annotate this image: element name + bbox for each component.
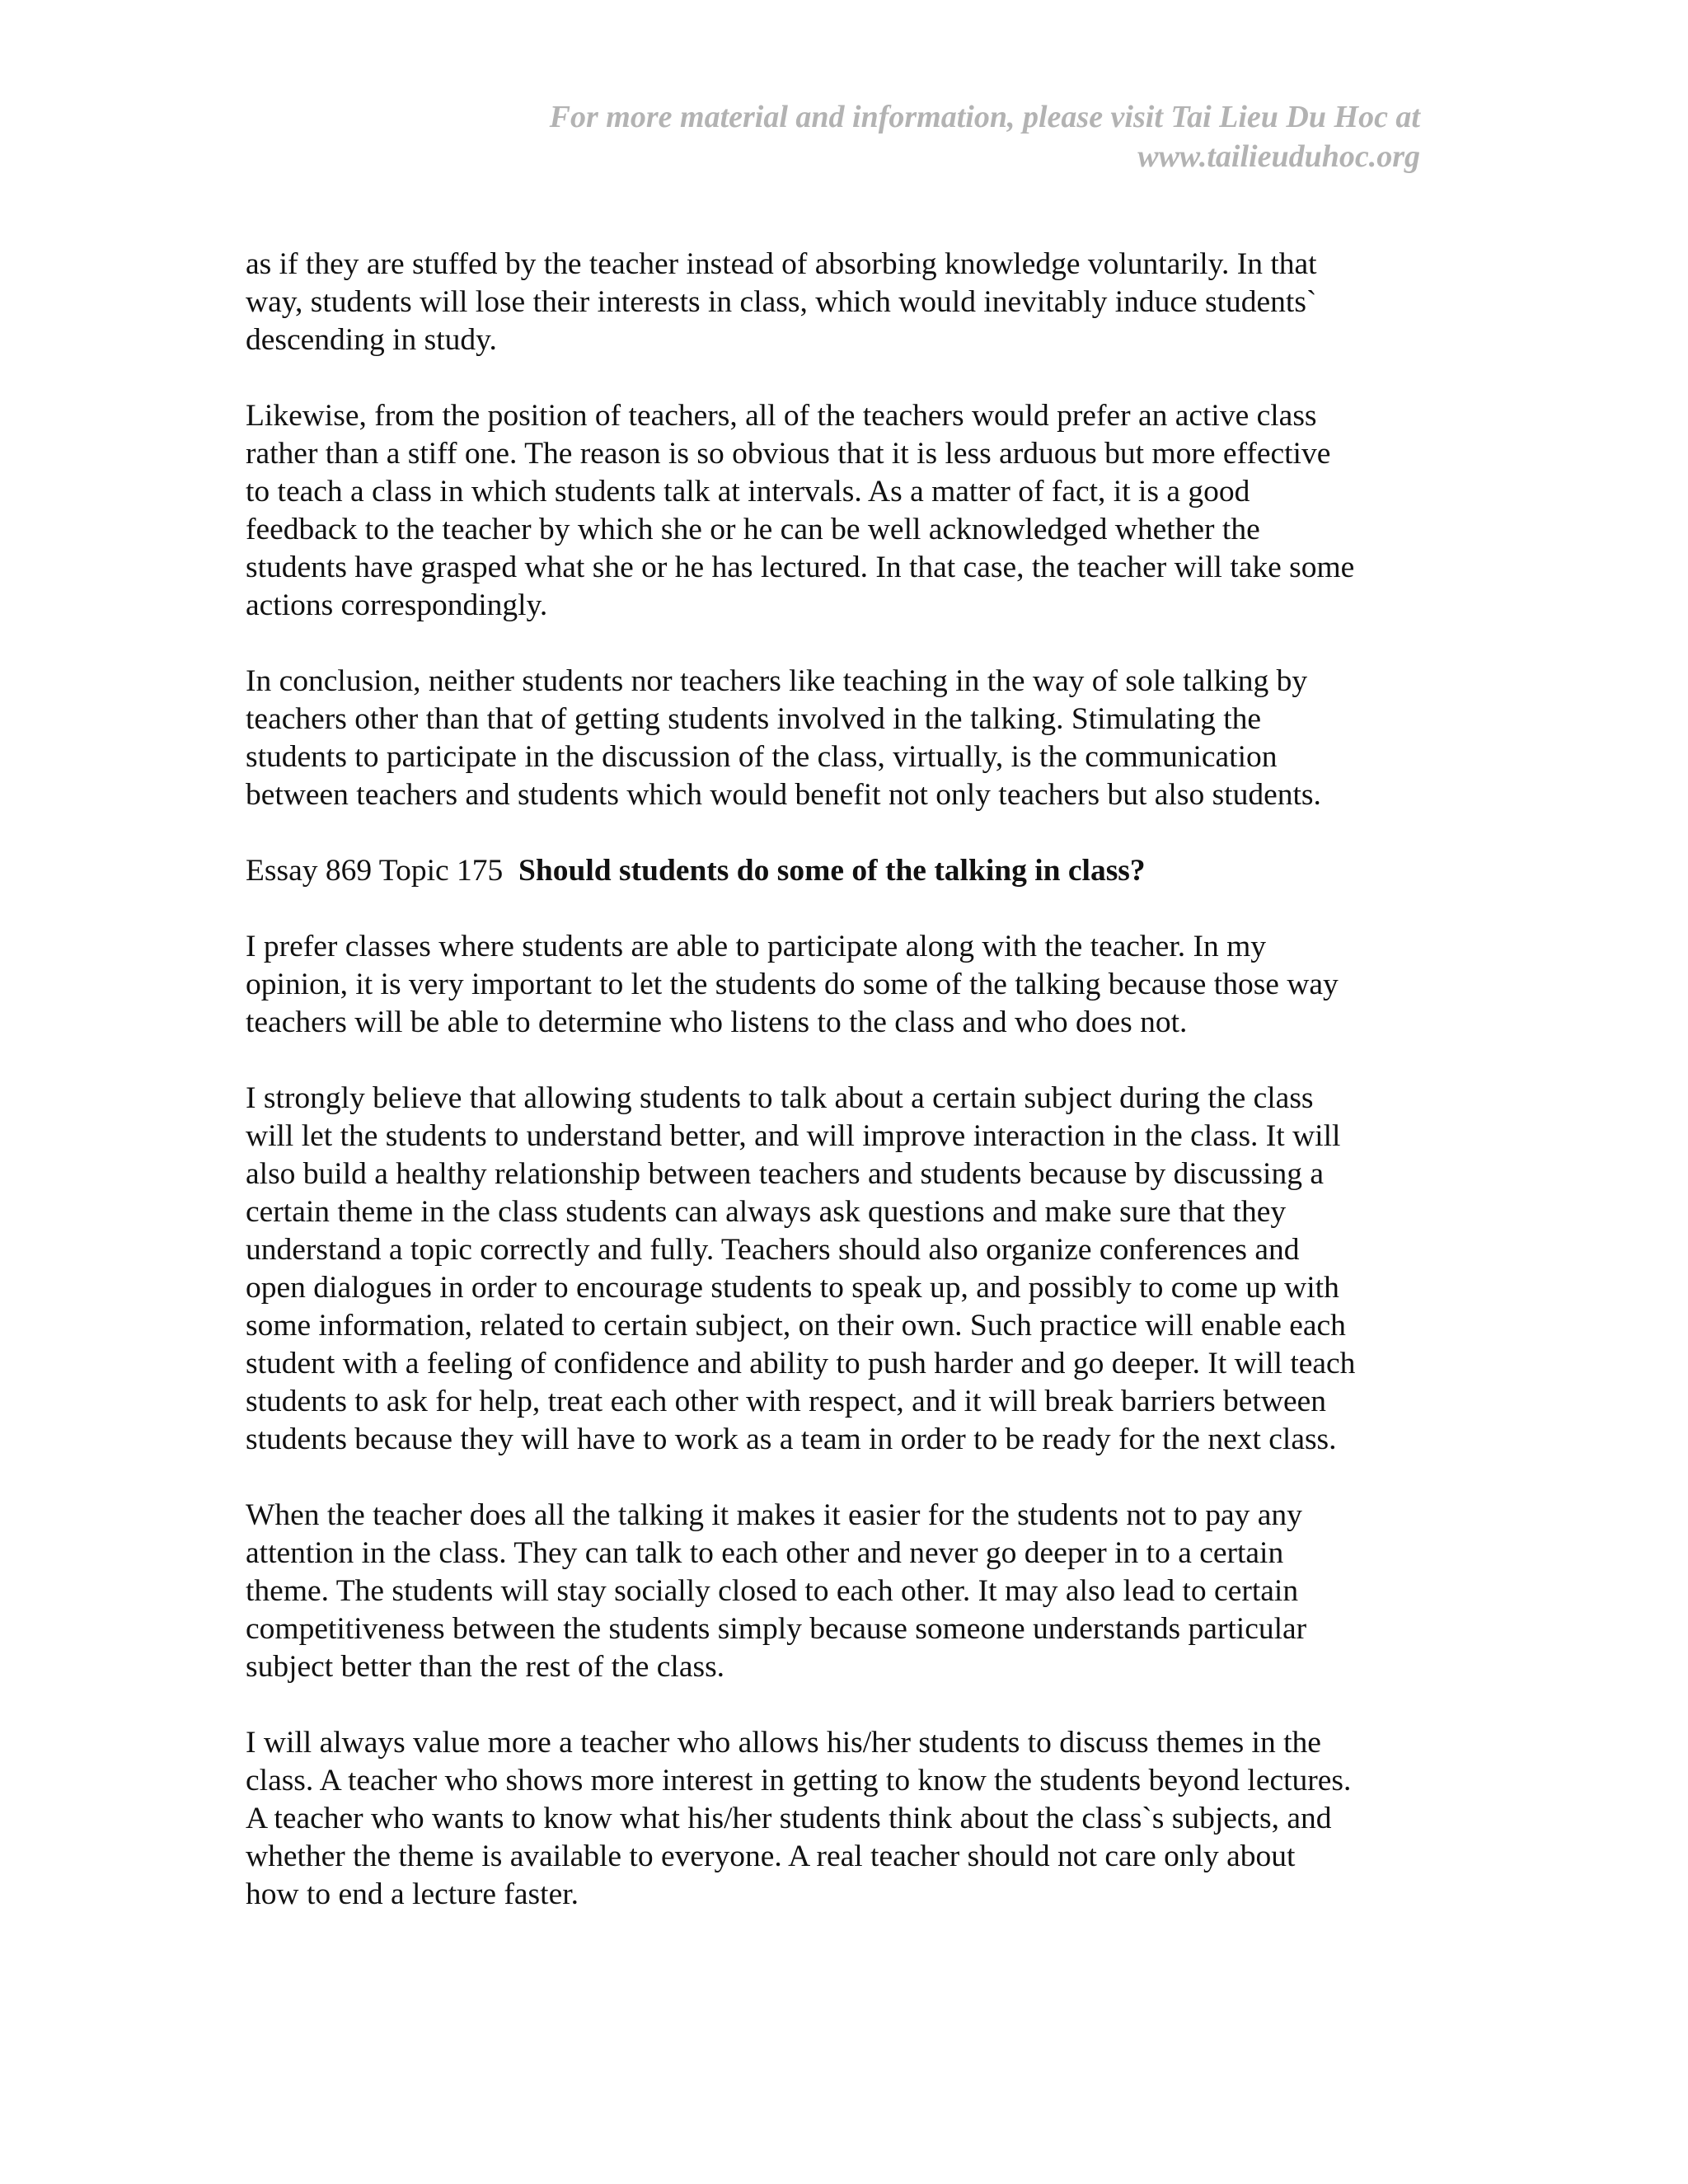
paragraph bbox=[246, 1724, 1442, 1914]
paragraph-line: A teacher who wants to know what his/her students think about the class`s subjects, and bbox=[246, 1802, 1332, 1835]
paragraph-line: opinion, it is very important to let the students do some of the talking because those way bbox=[246, 968, 1339, 1001]
essay-title: Should students do some of the talking in class? bbox=[518, 854, 1146, 888]
essay-heading bbox=[246, 852, 1442, 890]
paragraphs-after bbox=[246, 928, 1442, 1914]
paragraph-line: student with a feeling of confidence and ability to push harder and go deeper. It will teach bbox=[246, 1347, 1356, 1380]
paragraph-line: class. A teacher who shows more interest in getting to know the students beyond lectures. bbox=[246, 1764, 1352, 1797]
paragraph bbox=[246, 397, 1442, 625]
paragraph bbox=[246, 1080, 1442, 1459]
paragraphs-before bbox=[246, 246, 1442, 814]
paragraph bbox=[246, 928, 1442, 1042]
paragraph-line: teachers other than that of getting students involved in the talking. Stimulating the bbox=[246, 702, 1262, 736]
paragraph-line: also build a healthy relationship between teachers and students because by discussing a bbox=[246, 1157, 1324, 1191]
paragraph-line: I strongly believe that allowing students to talk about a certain subject during the class bbox=[246, 1081, 1314, 1115]
paragraph-line: When the teacher does all the talking it makes it easier for the students not to pay any bbox=[246, 1498, 1302, 1532]
paragraph-line: to teach a class in which students talk at intervals. As a matter of fact, it is a good bbox=[246, 475, 1250, 509]
paragraph-line: way, students will lose their interests in class, which would inevitably induce students` bbox=[246, 285, 1317, 319]
paragraph-line: attention in the class. They can talk to each other and never go deeper in to a certain bbox=[246, 1536, 1284, 1570]
paragraph-line: open dialogues in order to encourage students to speak up, and possibly to come up with bbox=[246, 1271, 1339, 1305]
paragraph-line: theme. The students will stay socially closed to each other. It may also lead to certain bbox=[246, 1574, 1299, 1608]
paragraph-line: some information, related to certain subject, on their own. Such practice will enable each bbox=[246, 1309, 1346, 1343]
header-link[interactable]: www.tailieuduhoc.org bbox=[1137, 139, 1420, 174]
paragraph-line: students to ask for help, treat each other with respect, and it will break barriers between bbox=[246, 1385, 1326, 1418]
paragraph-line: rather than a stiff one. The reason is so obvious that it is less arduous but more effective bbox=[246, 437, 1331, 471]
page-header-watermark bbox=[349, 97, 1420, 176]
paragraph-line: competitiveness between the students simply because someone understands particular bbox=[246, 1612, 1307, 1646]
paragraph-line: students because they will have to work as a team in order to be ready for the next class. bbox=[246, 1422, 1337, 1456]
paragraph bbox=[246, 246, 1442, 359]
paragraph-line: I prefer classes where students are able to participate along with the teacher. In my bbox=[246, 930, 1267, 963]
paragraph-line: Likewise, from the position of teachers, all of the teachers would prefer an active class bbox=[246, 399, 1317, 433]
paragraph bbox=[246, 663, 1442, 814]
paragraph-line: students have grasped what she or he has lectured. In that case, the teacher will take some bbox=[246, 551, 1355, 584]
paragraph-line: whether the theme is available to everyone. A real teacher should not care only about bbox=[246, 1840, 1296, 1873]
paragraph-line: actions correspondingly. bbox=[246, 588, 548, 622]
paragraph-line: certain theme in the class students can always ask questions and make sure that they bbox=[246, 1195, 1287, 1229]
paragraph-line: I will always value more a teacher who allows his/her students to discuss themes in the bbox=[246, 1726, 1321, 1760]
paragraph-line: feedback to the teacher by which she or he can be well acknowledged whether the bbox=[246, 513, 1260, 546]
document-body bbox=[246, 246, 1442, 1952]
paragraph-line: In conclusion, neither students nor teachers like teaching in the way of sole talking by bbox=[246, 664, 1308, 698]
paragraph-line: how to end a lecture faster. bbox=[246, 1877, 579, 1911]
paragraph-line: teachers will be able to determine who listens to the class and who does not. bbox=[246, 1005, 1188, 1039]
essay-label: Essay 869 Topic 175 bbox=[246, 854, 504, 888]
paragraph-line: will let the students to understand better, and will improve interaction in the class. It will bbox=[246, 1119, 1341, 1153]
paragraph bbox=[246, 1497, 1442, 1686]
paragraph-line: understand a topic correctly and fully. Teachers should also organize conferences and bbox=[246, 1233, 1300, 1267]
paragraph-line: subject better than the rest of the class. bbox=[246, 1650, 725, 1684]
paragraph-line: students to participate in the discussion of the class, virtually, is the communication bbox=[246, 740, 1278, 774]
paragraph-line: descending in study. bbox=[246, 323, 497, 357]
header-line-1: For more material and information, please visit Tai Lieu Du Hoc at bbox=[549, 100, 1420, 134]
paragraph-line: as if they are stuffed by the teacher instead of absorbing knowledge voluntarily. In that bbox=[246, 247, 1317, 281]
paragraph-line: between teachers and students which would benefit not only teachers but also students. bbox=[246, 778, 1321, 812]
